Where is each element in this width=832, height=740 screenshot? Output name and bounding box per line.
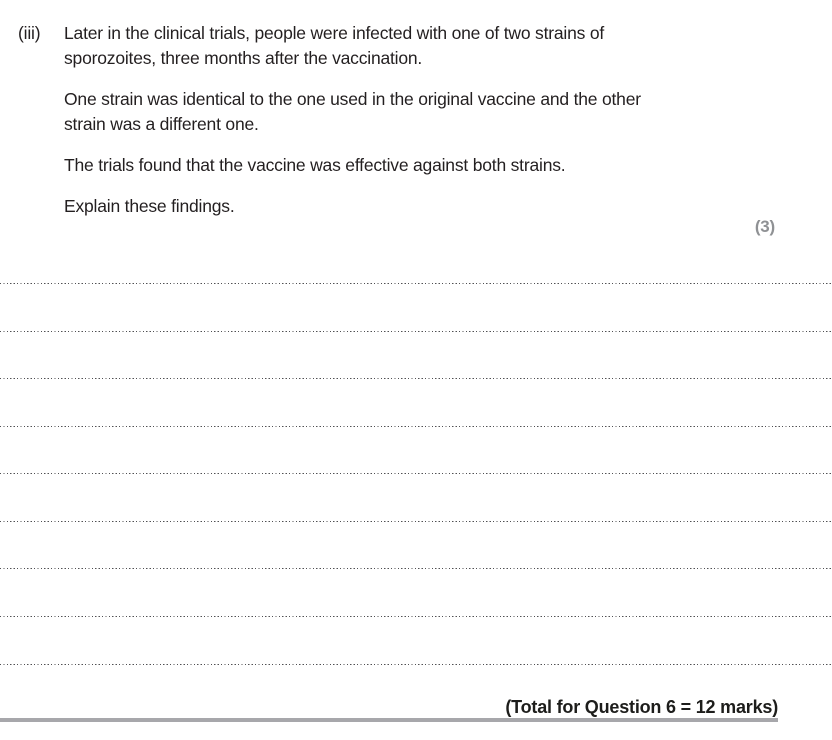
answer-line bbox=[0, 283, 832, 285]
answer-line bbox=[0, 378, 832, 380]
question-text-line: Later in the clinical trials, people were infected with one of two strains of bbox=[64, 23, 605, 43]
question-total: (Total for Question 6 = 12 marks) bbox=[505, 697, 778, 717]
answer-line bbox=[0, 568, 832, 570]
question-text-line: strain was a different one. bbox=[64, 114, 259, 134]
answer-line bbox=[0, 616, 832, 618]
footer-divider bbox=[0, 718, 778, 722]
question-text-line: The trials found that the vaccine was effective against both strains. bbox=[64, 155, 566, 175]
answer-line bbox=[0, 331, 832, 333]
question-text-line: sporozoites, three months after the vaccination. bbox=[64, 48, 423, 68]
question-text-line: Explain these findings. bbox=[64, 196, 235, 216]
question-text bbox=[64, 21, 754, 219]
answer-line bbox=[0, 426, 832, 428]
answer-line bbox=[0, 521, 832, 523]
marks-badge: (3) bbox=[754, 217, 775, 236]
answer-line bbox=[0, 473, 832, 475]
question-part-label: (iii) bbox=[18, 23, 41, 43]
question-text-line: One strain was identical to the one used in the original vaccine and the other bbox=[64, 89, 641, 109]
answer-line bbox=[0, 664, 832, 666]
question-block bbox=[18, 21, 754, 219]
